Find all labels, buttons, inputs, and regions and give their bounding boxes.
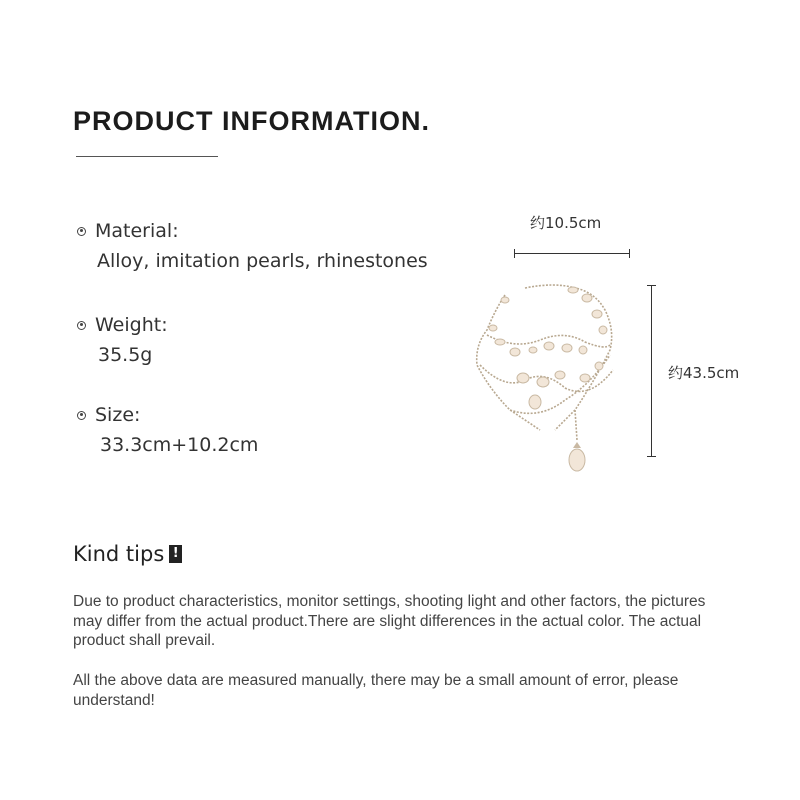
kind-tips-heading (73, 542, 182, 566)
material-label: Material: (95, 220, 179, 242)
kind-tips-label: Kind tips (73, 542, 165, 566)
bullet-icon (77, 227, 86, 236)
bullet-icon (77, 411, 86, 420)
title-divider (76, 156, 218, 157)
width-dimension-line (514, 253, 630, 254)
page-title: PRODUCT INFORMATION. (73, 106, 430, 136)
bullet-icon (77, 321, 86, 330)
weight-label: Weight: (95, 314, 168, 336)
size-label: Size: (95, 404, 141, 426)
spec-size (77, 404, 258, 456)
product-image-anklet (465, 270, 640, 475)
tips-paragraph-disclaimer: Due to product characteristics, monitor settings, shooting light and other factors, the pictures may differ from the actual product.There are slight differences in the actual color. The actual product shall prevail. (73, 593, 706, 649)
width-dimension-label: 约10.5cm (530, 214, 602, 232)
material-value: Alloy, imitation pearls, rhinestones (97, 250, 428, 272)
exclamation-icon: ! (169, 545, 182, 563)
weight-value: 35.5g (98, 344, 153, 366)
tips-paragraph-measurement: All the above data are measured manually, there may be a small amount of error, please understand! (73, 672, 679, 709)
spec-weight (77, 314, 168, 366)
height-dimension-label: 约43.5cm (668, 364, 740, 382)
height-dimension-line (651, 285, 652, 457)
spec-material (77, 220, 428, 272)
size-value: 33.3cm+10.2cm (100, 434, 259, 456)
